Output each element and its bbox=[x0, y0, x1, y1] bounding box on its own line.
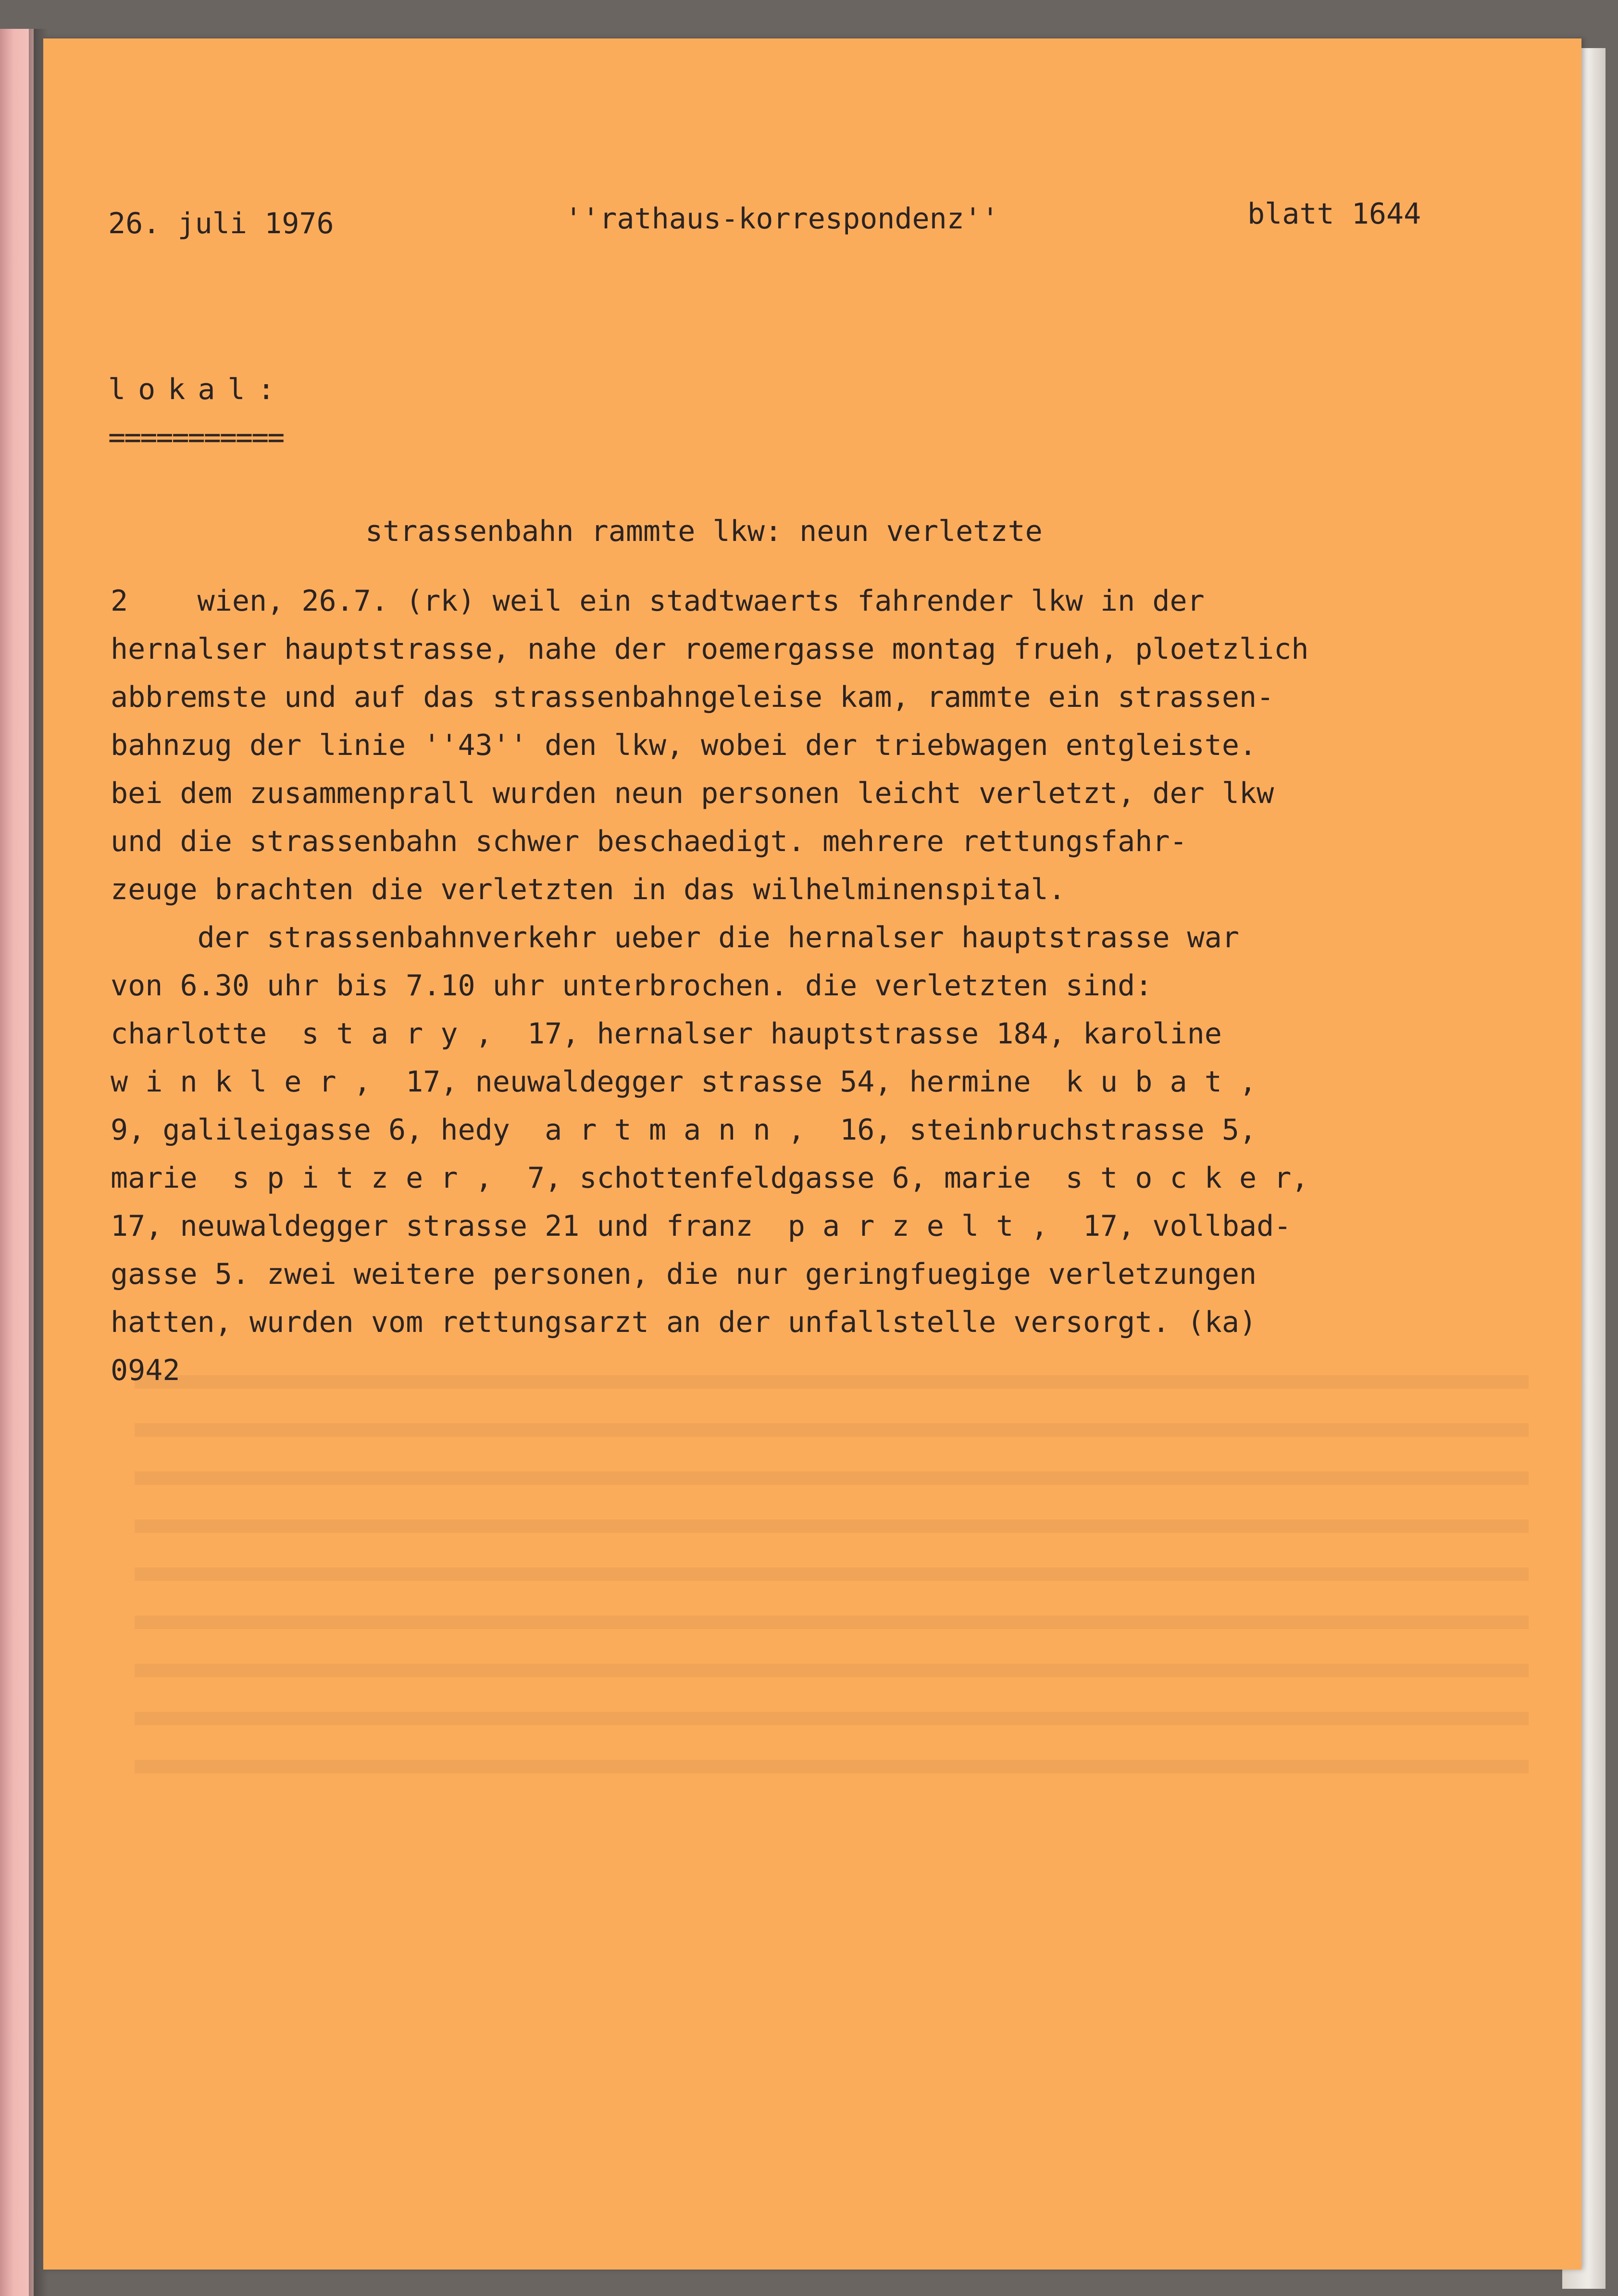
article-line: 2 wien, 26.7. (rk) weil ein stadtwaerts fahrender lkw in der bbox=[111, 584, 1205, 618]
header-page-number: blatt 1644 bbox=[1247, 197, 1421, 231]
article-line: und die strassenbahn schwer beschaedigt. mehrere rettungsfahr- bbox=[111, 825, 1187, 858]
article-line: abbremste und auf das strassenbahngeleise kam, rammte ein strassen- bbox=[111, 680, 1274, 714]
article-line: charlotte s t a r y , 17, hernalser hauptstrasse 184, karoline bbox=[111, 1017, 1222, 1051]
header-publication: ''rathaus-korrespondenz'' bbox=[565, 202, 999, 236]
article-line: zeuge brachten die verletzten in das wilhelminenspital. bbox=[111, 873, 1066, 906]
article-line: marie s p i t z e r , 7, schottenfeldgasse 6, marie s t o c k e r, bbox=[111, 1161, 1309, 1195]
article-headline: strassenbahn rammte lkw: neun verletzte bbox=[365, 514, 1043, 548]
article-line: von 6.30 uhr bis 7.10 uhr unterbrochen. die verletzten sind: bbox=[111, 969, 1153, 1003]
article-line: hatten, wurden vom rettungsarzt an der unfallstelle versorgt. (ka) bbox=[111, 1305, 1257, 1339]
article-line: 9, galileigasse 6, hedy a r t m a n n , 16, steinbruchstrasse 5, bbox=[111, 1113, 1257, 1147]
article-line: der strassenbahnverkehr ueber die hernalser hauptstrasse war bbox=[111, 921, 1239, 954]
article-line: w i n k l e r , 17, neuwaldegger strasse 54, hermine k u b a t , bbox=[111, 1065, 1257, 1099]
show-through-text bbox=[135, 1375, 1529, 1808]
section-rule: =========== bbox=[108, 421, 284, 454]
document-sheet bbox=[43, 38, 1581, 2270]
article-line: gasse 5. zwei weitere personen, die nur geringfuegige verletzungen bbox=[111, 1257, 1257, 1291]
article-line: 17, neuwaldegger strasse 21 und franz p a r z e l t , 17, vollbad- bbox=[111, 1209, 1292, 1243]
article-line: hernalser hauptstrasse, nahe der roemergasse montag frueh, ploetzlich bbox=[111, 632, 1309, 666]
section-title: lokal: bbox=[108, 373, 287, 406]
article-line: bei dem zusammenprall wurden neun personen leicht verletzt, der lkw bbox=[111, 777, 1274, 810]
article-line: 0942 bbox=[111, 1354, 180, 1387]
header-date: 26. juli 1976 bbox=[108, 207, 334, 240]
article-line: bahnzug der linie ''43'' den lkw, wobei der triebwagen entgleiste. bbox=[111, 728, 1257, 762]
